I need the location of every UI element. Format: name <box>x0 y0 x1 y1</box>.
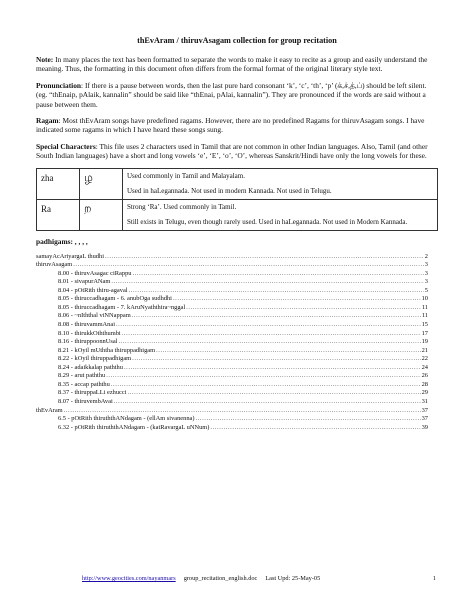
toc-leader-dots <box>105 253 424 262</box>
padhigams-heading: padhigams: , , , , <box>36 236 88 246</box>
toc-entry-page: 19 <box>421 338 428 346</box>
pronunciation-label: Pronunciation <box>36 80 82 90</box>
char-note: Used commonly in Tamil and Malayalam. <box>127 171 245 180</box>
toc-entry-page: 26 <box>421 372 428 380</box>
toc-leader-dots <box>73 261 424 270</box>
toc-entry-label: 8.21 - kOyil mUththa thiruppadhigam <box>58 346 156 354</box>
toc-leader-dots <box>111 278 423 287</box>
toc-entry[interactable] <box>36 278 428 287</box>
toc-entry-label: 8.04 - pOtRith thiru-agaval <box>58 286 128 294</box>
special-characters-label: Special Characters <box>36 141 96 151</box>
toc-entry-page: 37 <box>421 415 428 423</box>
toc-leader-dots <box>210 424 420 433</box>
note-paragraph <box>36 55 438 74</box>
toc-entry[interactable] <box>36 253 428 262</box>
toc-leader-dots <box>186 304 421 313</box>
toc-entry[interactable] <box>36 321 428 330</box>
table-row <box>37 168 438 199</box>
table-row <box>37 199 438 230</box>
toc-entry-page: 5 <box>424 286 428 294</box>
toc-entry-label: 8.37 - thiruppaLLi ezhucci <box>58 389 127 397</box>
ragam-paragraph <box>36 116 438 135</box>
toc-entry[interactable] <box>36 424 428 433</box>
toc-entry[interactable] <box>36 312 428 321</box>
toc-entry-label: 8.29 - arut paththu <box>58 372 106 380</box>
toc-entry[interactable] <box>36 364 428 373</box>
toc-entry[interactable] <box>36 304 428 313</box>
toc-entry-page: 3 <box>424 278 428 286</box>
toc-entry-page: 3 <box>424 269 428 277</box>
ragam-text: : Most thEvAram songs have predefined ragams. However, there are no predefined Ragams for thiruvAsagam songs. I have indicated some ragams in which I have heard these songs sung. <box>36 116 425 135</box>
toc-entry-label: 6.32 - pOtRith thiruththANdagam - (katRavargaL uNNum) <box>58 423 210 431</box>
char-note: Strong ‘Ra’. Used commonly in Tamil. <box>127 202 237 211</box>
char-description <box>123 168 438 199</box>
document-title: thEvAram / thiruvAsagam collection for group recitation <box>137 36 337 45</box>
toc-entry-page: 3 <box>424 261 428 269</box>
toc-entry-page: 11 <box>421 312 428 320</box>
footer-filename: group_recitation_english.doc <box>183 575 258 582</box>
toc-leader-dots <box>195 415 420 424</box>
special-characters-table <box>36 168 438 231</box>
toc-leader-dots <box>122 330 421 339</box>
toc-entry-label: 8.07 - thiruvembAvai <box>58 397 113 405</box>
toc-leader-dots <box>173 295 421 304</box>
toc-leader-dots <box>132 270 423 279</box>
toc-entry-label: 8.08 - thiruvammAnai <box>58 321 115 329</box>
footer-url-link[interactable]: http://www.geocities.com/nayanmars <box>82 575 176 582</box>
toc-entry[interactable] <box>36 389 428 398</box>
char-note: Used in haLegannada. Not used in modern Kannada. Not used in Telugu. <box>127 186 332 195</box>
toc-entry[interactable] <box>36 330 428 339</box>
toc-entry-label: 8.06 - ~nIththal viNNappam <box>58 312 131 320</box>
note-text: In many places the text has been formatted to separate the words to make it easy to recite as a group and easily understand the meaning. Thus, the formatting in this document often differs from the formal format of the original literary style text. <box>36 55 428 74</box>
toc-entry[interactable] <box>36 347 428 356</box>
toc-entry-label: 8.05 - thiruccadhagam - 7. kAruNyaththira~nggal <box>58 303 186 311</box>
table-of-contents <box>36 253 428 432</box>
special-characters-paragraph <box>36 142 438 161</box>
toc-entry[interactable] <box>36 355 428 364</box>
toc-entry-page: 10 <box>421 295 428 303</box>
toc-entry[interactable] <box>36 415 428 424</box>
toc-entry[interactable] <box>36 407 428 416</box>
toc-leader-dots <box>129 287 424 296</box>
toc-entry[interactable] <box>36 287 428 296</box>
toc-leader-dots <box>111 381 421 390</box>
toc-entry[interactable] <box>36 381 428 390</box>
note-label: Note: <box>36 55 54 64</box>
toc-leader-dots <box>156 347 421 356</box>
toc-leader-dots <box>124 364 421 373</box>
toc-entry-label: 8.35 - accap paththu <box>58 380 110 388</box>
toc-entry-page: 37 <box>421 406 428 414</box>
page-number: 1 <box>432 575 436 582</box>
toc-entry-page: 22 <box>421 355 428 363</box>
ragam-label: Ragam <box>36 116 59 126</box>
toc-entry[interactable] <box>36 261 428 270</box>
char-latin: Ra <box>37 199 80 230</box>
toc-entry-page: 39 <box>421 423 428 431</box>
char-tamil: ழ <box>80 168 123 199</box>
toc-entry-label: 8.22 - kOyil thiruppadhigam <box>58 355 132 363</box>
toc-entry[interactable] <box>36 338 428 347</box>
toc-entry-page: 2 <box>424 252 428 260</box>
toc-leader-dots <box>116 321 421 330</box>
toc-entry[interactable] <box>36 372 428 381</box>
toc-entry-label: 8.10 - thirukkOththumbi <box>58 329 121 337</box>
toc-entry-page: 11 <box>421 303 428 311</box>
pronunciation-paragraph <box>36 81 438 109</box>
toc-entry-label: 6.5 - pOtRith thiruththANdagam - (ellAm sivanenna) <box>58 415 195 423</box>
char-note: Still exists in Telugu, even though rarely used. Used in haLegannada. Not used in Modern Kannada. <box>127 217 408 226</box>
toc-entry-page: 17 <box>421 329 428 337</box>
page-footer <box>82 575 436 582</box>
toc-entry-page: 28 <box>421 380 428 388</box>
toc-entry-page: 21 <box>421 346 428 354</box>
toc-leader-dots <box>114 398 421 407</box>
toc-entry[interactable] <box>36 295 428 304</box>
char-description <box>123 199 438 230</box>
char-latin: zha <box>37 168 80 199</box>
toc-entry-label: 8.00 - thiruvAsagac ciRappu <box>58 269 132 277</box>
toc-entry-page: 24 <box>421 363 428 371</box>
toc-entry-label: 8.16 - thiruppoonnUsal <box>58 338 118 346</box>
toc-leader-dots <box>106 372 420 381</box>
toc-entry[interactable] <box>36 270 428 279</box>
toc-leader-dots <box>118 338 420 347</box>
toc-leader-dots <box>132 312 421 321</box>
toc-leader-dots <box>64 407 421 416</box>
toc-entry-label: 8.24 - adaikkalap paththu <box>58 363 123 371</box>
toc-entry-label: samayAcAriyargaL thudhi <box>36 252 104 260</box>
toc-leader-dots <box>128 389 421 398</box>
toc-entry-label: 8.05 - thiruccadhagam - 6. anubOga sudhdhi <box>58 295 172 303</box>
toc-entry-label: thiruvAsagam <box>36 261 73 269</box>
toc-entry-label: 8.01 - sivapurANam <box>58 278 111 286</box>
footer-last-updated: Last Upd: 25-May-05 <box>265 575 321 582</box>
toc-entry[interactable] <box>36 398 428 407</box>
toc-entry-page: 15 <box>421 321 428 329</box>
toc-entry-page: 31 <box>421 397 428 405</box>
toc-entry-label: thEvAram <box>36 406 63 414</box>
toc-leader-dots <box>132 355 420 364</box>
char-tamil: ற <box>80 199 123 230</box>
pronunciation-text: : If there is a pause between words, then the last pure hard consonant ‘k’, ‘c’, ‘th’, ‘p’ (க்,ச்,த்,ப்) should be left silent. (eg. “thEnaip, pAlaik, kannalin” should be said like “thEnai, pAlai, kannalin”). They are pronounced if the words are said without a pause between them. <box>36 80 427 109</box>
special-characters-text: : This file uses 2 characters used in Tamil that are not common in other Indian languages. Also, Tamil (and other South Indian languages) have a short and long vowels ‘e’, ‘E’, ‘o’, ‘O’, whereas Sanskrit/Hindi have only the long vowels for these. <box>36 141 428 161</box>
toc-entry-page: 29 <box>421 389 428 397</box>
